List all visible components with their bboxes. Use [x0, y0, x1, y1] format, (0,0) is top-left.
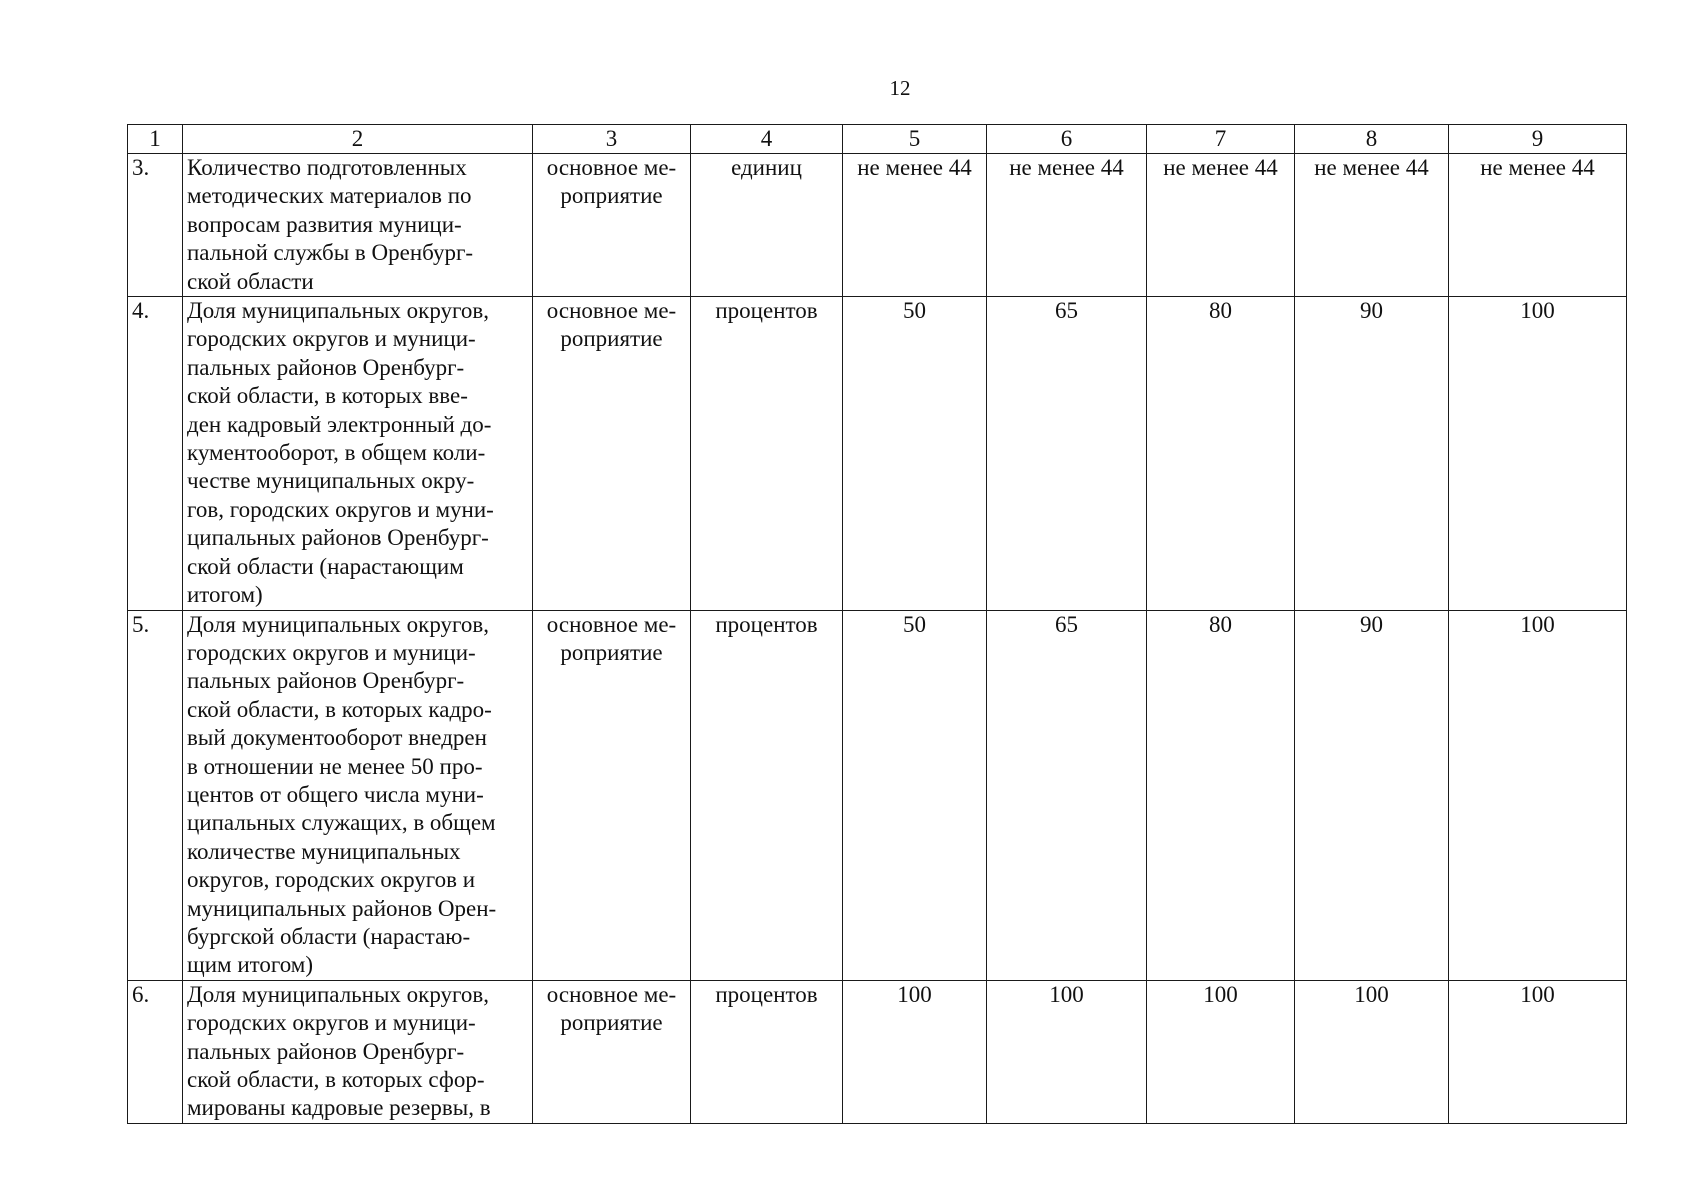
indicator-name-line: округов, городских округов и — [187, 867, 476, 893]
indicator-value: 100 — [987, 980, 1147, 1123]
indicator-type — [533, 980, 691, 1123]
indicator-name-line: Количество подготовленных — [187, 155, 467, 180]
column-number: 6 — [987, 125, 1147, 154]
indicator-type — [533, 610, 691, 980]
indicator-name-line: ципальных служащих, в общем — [187, 810, 496, 836]
column-number: 5 — [843, 125, 987, 154]
indicator-name — [183, 297, 533, 610]
indicator-name-line: Доля муниципальных округов, — [187, 298, 490, 324]
indicator-name-line: ден кадровый электронный до- — [187, 411, 492, 437]
indicator-value: 65 — [987, 610, 1147, 980]
indicator-name — [183, 610, 533, 980]
indicator-name-line: пальных районов Оренбург- — [187, 668, 465, 694]
column-number: 4 — [691, 125, 843, 154]
indicator-name — [183, 154, 533, 297]
indicator-name-line: вый документооборот внедрен — [187, 725, 487, 751]
table-row — [128, 610, 1627, 980]
indicator-name-line: в отношении не менее 50 про- — [187, 753, 483, 779]
column-number: 7 — [1147, 125, 1295, 154]
indicator-name-line: Доля муниципальных округов, — [187, 981, 490, 1007]
indicator-name-line: пальной службы в Оренбург- — [187, 240, 474, 266]
indicator-name-line: щим итогом) — [187, 952, 314, 978]
page-number: 12 — [889, 76, 911, 100]
indicator-name-line: мированы кадровые резервы, в — [187, 1095, 491, 1121]
indicator-type — [533, 297, 691, 610]
indicator-name-line: честве муниципальных окру- — [187, 468, 475, 494]
indicator-name-line: ципальных районов Оренбург- — [187, 525, 489, 551]
indicator-name-line: вопросам развития муници- — [187, 211, 462, 237]
indicator-name-line: итогом) — [187, 582, 263, 608]
indicator-type-line: роприятие — [560, 639, 663, 665]
indicator-value: 65 — [987, 297, 1147, 610]
indicator-value: 100 — [1449, 297, 1627, 610]
indicator-value: 100 — [843, 980, 987, 1123]
indicator-value: 80 — [1147, 297, 1295, 610]
indicators-table — [127, 124, 1627, 1124]
indicator-name — [183, 980, 533, 1123]
indicator-value: не менее 44 — [843, 154, 987, 297]
indicator-value: 100 — [1295, 980, 1449, 1123]
indicator-name-line: Доля муниципальных округов, — [187, 611, 490, 637]
indicator-name-line: количестве муниципальных — [187, 838, 461, 864]
indicator-value: 90 — [1295, 297, 1449, 610]
indicator-value: 50 — [843, 610, 987, 980]
indicator-unit: единиц — [691, 154, 843, 297]
column-number: 3 — [533, 125, 691, 154]
indicator-name-line: ской области — [187, 268, 314, 294]
indicator-value: 80 — [1147, 610, 1295, 980]
indicator-name-line: пальных районов Оренбург- — [187, 354, 465, 380]
row-number: 6. — [128, 980, 183, 1123]
table-row — [128, 980, 1627, 1123]
indicator-name-line: методических материалов по — [187, 183, 472, 209]
indicator-type — [533, 154, 691, 297]
indicator-type-line: основное ме- — [546, 981, 677, 1007]
column-number: 2 — [183, 125, 533, 154]
indicator-type-line: роприятие — [560, 183, 663, 209]
indicator-unit: процентов — [691, 980, 843, 1123]
indicator-name-line: кументооборот, в общем коли- — [187, 440, 486, 466]
indicator-value: не менее 44 — [1147, 154, 1295, 297]
indicator-type-line: основное ме- — [546, 611, 677, 637]
indicator-value: не менее 44 — [987, 154, 1147, 297]
indicator-value: 90 — [1295, 610, 1449, 980]
table-row — [128, 297, 1627, 610]
column-number: 1 — [128, 125, 183, 154]
indicator-name-line: центов от общего числа муни- — [187, 781, 484, 807]
column-number: 9 — [1449, 125, 1627, 154]
table-row — [128, 154, 1627, 297]
row-number: 5. — [128, 610, 183, 980]
indicator-type-line: роприятие — [560, 1010, 663, 1036]
indicator-type-line: основное ме- — [546, 155, 677, 180]
indicator-value: 100 — [1147, 980, 1295, 1123]
indicator-name-line: пальных районов Оренбург- — [187, 1038, 465, 1064]
indicator-name-line: гов, городских округов и муни- — [187, 496, 494, 522]
row-number: 4. — [128, 297, 183, 610]
indicator-value: 100 — [1449, 980, 1627, 1123]
indicator-unit: процентов — [691, 610, 843, 980]
indicator-name-line: ской области, в которых вве- — [187, 383, 468, 409]
indicator-name-line: городских округов и муници- — [187, 1010, 476, 1036]
indicator-name-line: ской области (нарастающим — [187, 553, 464, 579]
indicator-value: не менее 44 — [1449, 154, 1627, 297]
indicator-name-line: ской области, в которых кадро- — [187, 696, 492, 722]
indicator-type-line: основное ме- — [546, 298, 677, 324]
indicator-unit: процентов — [691, 297, 843, 610]
indicator-name-line: городских округов и муници- — [187, 639, 476, 665]
column-number: 8 — [1295, 125, 1449, 154]
indicator-name-line: муниципальных районов Орен- — [187, 895, 497, 921]
indicator-value: 100 — [1449, 610, 1627, 980]
indicator-value: 50 — [843, 297, 987, 610]
indicator-value: не менее 44 — [1295, 154, 1449, 297]
row-number: 3. — [128, 154, 183, 297]
column-number-row — [128, 125, 1627, 154]
indicator-type-line: роприятие — [560, 326, 663, 352]
indicator-name-line: бургской области (нарастаю- — [187, 923, 471, 949]
indicator-name-line: городских округов и муници- — [187, 326, 476, 352]
indicator-name-line: ской области, в которых сфор- — [187, 1067, 485, 1092]
